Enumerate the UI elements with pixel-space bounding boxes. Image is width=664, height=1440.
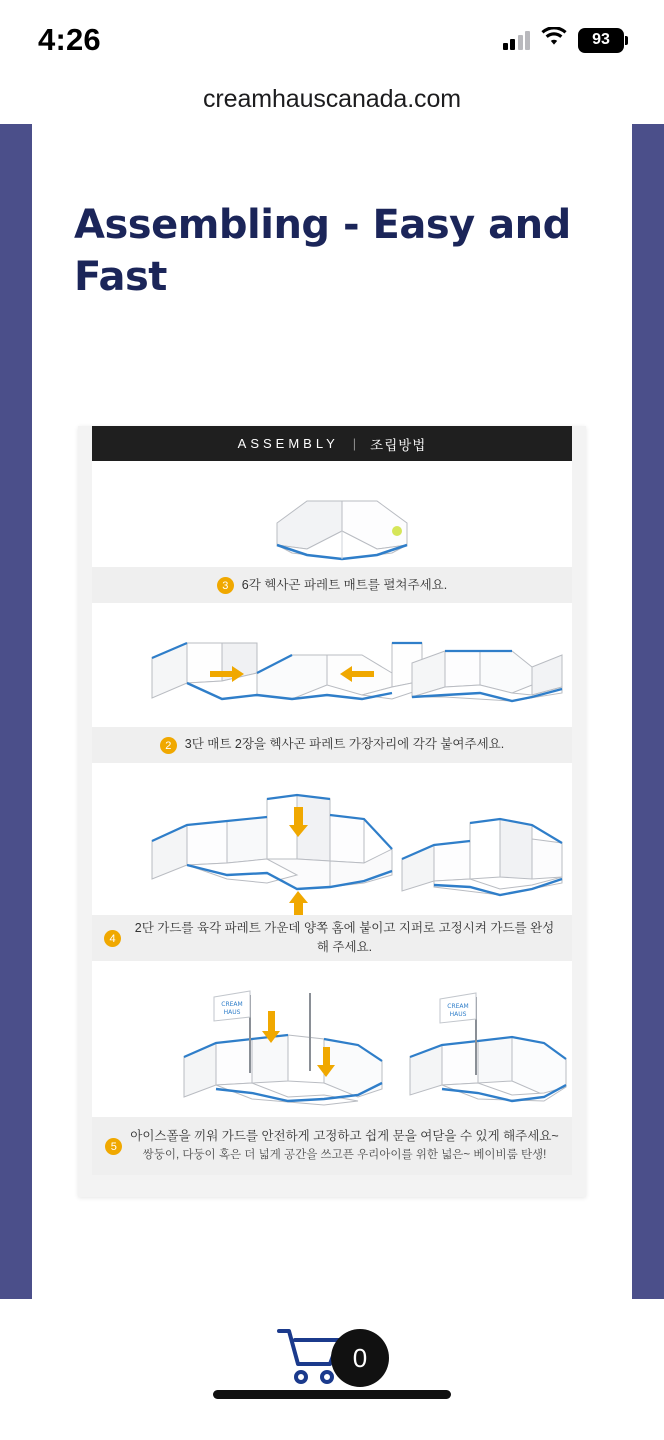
guard-assembly-illustration	[92, 763, 572, 915]
battery-icon	[578, 28, 624, 53]
cart-button[interactable]	[275, 1323, 389, 1394]
status-time: 4:26	[38, 22, 101, 57]
assembly-step-1-caption	[92, 567, 572, 603]
assembly-step-3-figure	[92, 763, 572, 915]
svg-text:HAUS: HAUS	[223, 1009, 241, 1017]
page-content	[0, 124, 664, 1299]
step-badge: 5	[105, 1138, 122, 1155]
assembly-step-2-caption	[92, 727, 572, 763]
wifi-icon	[540, 27, 568, 53]
svg-text:CREAM: CREAM	[221, 1001, 243, 1009]
battery-level: 93	[592, 31, 610, 48]
assembly-header	[92, 426, 572, 461]
browser-url-bar[interactable]	[0, 74, 664, 124]
bottom-toolbar	[0, 1299, 664, 1417]
hexagon-mat-illustration	[92, 461, 572, 567]
step-caption-subtext: 쌍둥이, 다둥이 혹은 더 넓게 공간을 쓰고픈 우리아이를 위한 넓은~ 베이비룸 탄생!	[142, 1148, 547, 1161]
page-inner-column	[32, 124, 632, 1299]
status-indicators	[503, 27, 625, 53]
assembly-header-korean: 조립방법	[370, 437, 427, 453]
step-caption-text-group	[130, 1127, 558, 1164]
assembly-step-2-figure	[92, 603, 572, 727]
home-indicator[interactable]	[213, 1390, 451, 1399]
step-caption-text: 2단 가드를 육각 파레트 가운데 양쪽 홈에 붙이고 지퍼로 고정시켜 가드를 완성해 주세요.	[134, 920, 555, 955]
cellular-signal-icon	[503, 30, 531, 50]
cart-count-badge[interactable]: 0	[331, 1329, 389, 1387]
assembly-step-1-figure	[92, 461, 572, 567]
page-title: Assembling - Easy and Fast	[74, 201, 571, 300]
step-badge: 4	[104, 930, 121, 947]
assembly-image-frame	[78, 426, 586, 1197]
assembly-step-4-caption	[92, 1117, 572, 1175]
assembly-step-4-figure	[92, 961, 572, 1117]
svg-text:CREAM: CREAM	[447, 1003, 469, 1011]
assembly-card	[92, 426, 572, 1175]
url-text[interactable]: creamhauscanada.com	[203, 84, 461, 113]
svg-text:HAUS: HAUS	[449, 1011, 467, 1019]
icepole-install-illustration	[92, 961, 572, 1117]
mat-attach-illustration	[92, 603, 572, 727]
step-badge: 3	[217, 577, 234, 594]
step-caption-text: 3단 매트 2장을 헥사곤 파레트 가장자리에 각각 붙여주세요.	[184, 737, 505, 752]
step-caption-text: 6각 헥사곤 파레트 매트를 펼쳐주세요.	[241, 577, 448, 592]
step-caption-text: 아이스폴을 끼워 가드를 안전하게 고정하고 쉽게 문을 여닫을 수 있게 해주세요~	[130, 1129, 559, 1144]
status-bar	[0, 0, 664, 74]
assembly-header-divider: |	[352, 436, 357, 452]
step-badge: 2	[160, 737, 177, 754]
assembly-header-english: ASSEMBLY	[237, 436, 339, 452]
assembly-step-3-caption	[92, 915, 572, 961]
